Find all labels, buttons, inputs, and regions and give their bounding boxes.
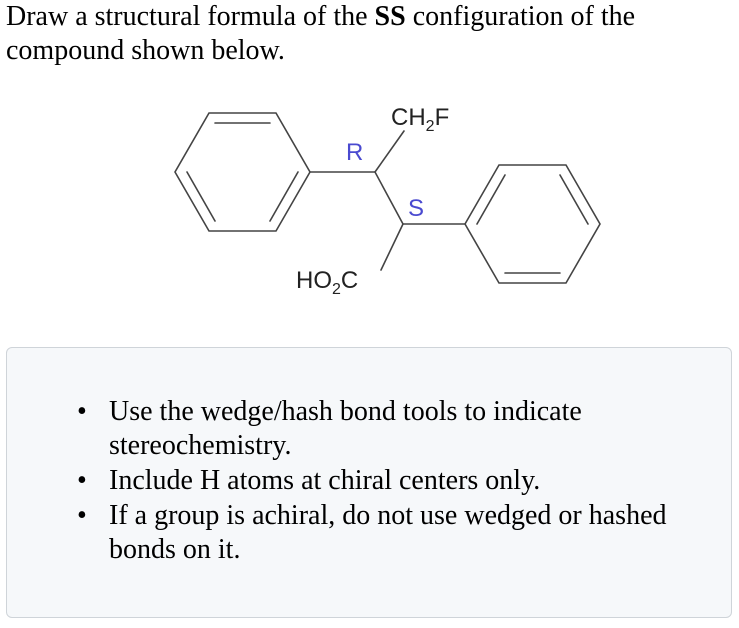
molecule-drawing bbox=[0, 90, 739, 330]
question-text-after: configuration of the compound shown below. bbox=[6, 1, 636, 66]
hint-box bbox=[6, 347, 732, 618]
bullet-icon: • bbox=[77, 500, 87, 531]
question-text-before: Draw a structural formula of the bbox=[6, 1, 375, 32]
ch2f-label-main: CH bbox=[391, 104, 426, 131]
ch2f-label-tail: F bbox=[434, 104, 450, 131]
ho2c-label-subscript: 2 bbox=[332, 281, 341, 298]
bullet-icon: • bbox=[77, 396, 87, 427]
ho2c-label-tail: C bbox=[340, 267, 359, 294]
ch2f-label-subscript: 2 bbox=[425, 118, 435, 135]
left-ring-double-bond-2 bbox=[187, 172, 215, 221]
ho2c-label bbox=[296, 267, 358, 298]
question-emphasis-ss: SS bbox=[374, 1, 406, 32]
question-text bbox=[6, 0, 726, 68]
left-ring-double-bond-1 bbox=[270, 172, 298, 221]
bullet-icon: • bbox=[77, 465, 87, 496]
right-benzene-ring bbox=[465, 165, 600, 283]
bond-c1-to-c2 bbox=[375, 172, 403, 224]
hint-item-text: Use the wedge/hash bond tools to indicate stereochemistry. bbox=[109, 396, 582, 461]
hint-item bbox=[77, 499, 717, 567]
left-benzene-ring bbox=[175, 113, 310, 231]
ho2c-label-main: HO bbox=[296, 267, 332, 294]
r-descriptor-label: R bbox=[346, 139, 364, 166]
bond-c1-to-ch2f bbox=[375, 131, 404, 172]
right-ring-double-bond-2 bbox=[560, 175, 588, 224]
ch2f-label bbox=[391, 104, 449, 135]
hint-list bbox=[77, 395, 717, 568]
hint-item bbox=[77, 464, 717, 498]
hint-item-text: Include H atoms at chiral centers only. bbox=[109, 465, 541, 496]
hint-item-text: If a group is achiral, do not use wedged or hashed bonds on it. bbox=[109, 500, 667, 565]
hint-item bbox=[77, 395, 717, 463]
s-descriptor-label: S bbox=[408, 195, 425, 222]
molecule-structure bbox=[0, 90, 739, 330]
bond-c2-to-co2h bbox=[381, 224, 403, 270]
right-ring-double-bond-1 bbox=[477, 175, 505, 224]
